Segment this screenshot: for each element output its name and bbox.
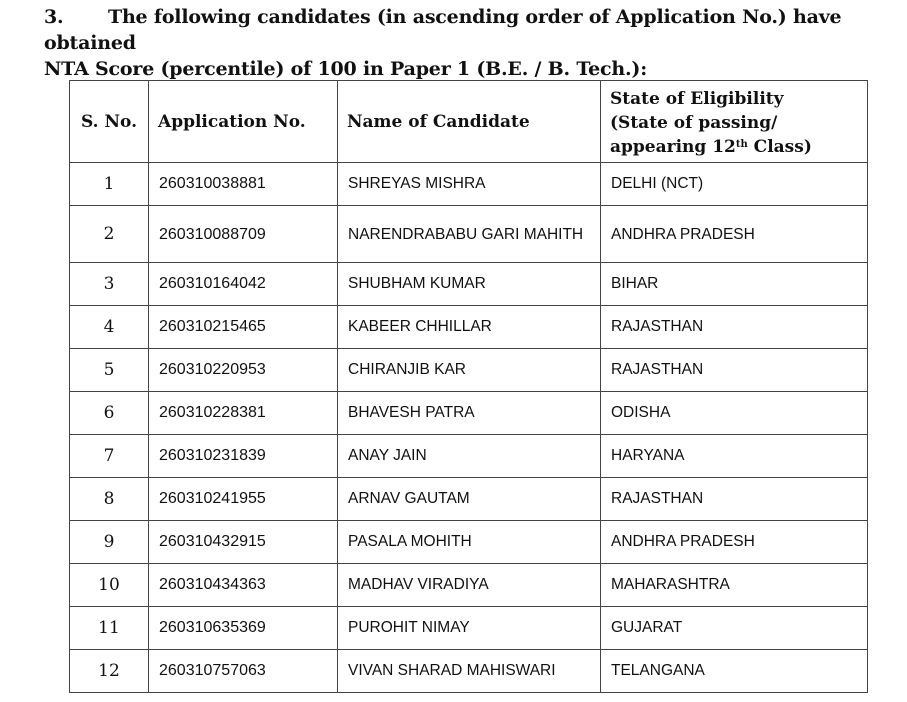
cell-candidate-name: PUROHIT NIMAY: [338, 607, 601, 650]
cell-sno: 12: [70, 650, 149, 693]
cell-sno: 1: [70, 163, 149, 206]
cell-sno: 5: [70, 349, 149, 392]
cell-state: DELHI (NCT): [601, 163, 868, 206]
cell-application-no: 260310228381: [149, 392, 338, 435]
header-state-superscript: th: [735, 138, 748, 150]
cell-application-no: 260310434363: [149, 564, 338, 607]
cell-state: RAJASTHAN: [601, 478, 868, 521]
header-application-no: Application No.: [149, 81, 338, 163]
table-header-row: [70, 81, 868, 163]
cell-sno: 10: [70, 564, 149, 607]
cell-candidate-name: SHUBHAM KUMAR: [338, 263, 601, 306]
cell-sno: 2: [70, 206, 149, 263]
cell-state: BIHAR: [601, 263, 868, 306]
table-row: [70, 163, 868, 206]
header-state-line-3-post: Class): [747, 136, 812, 157]
heading-text-1: The following candidates (in ascending order of Application No.) have obtained: [44, 6, 842, 54]
cell-sno: 3: [70, 263, 149, 306]
cell-application-no: 260310038881: [149, 163, 338, 206]
table-row: [70, 349, 868, 392]
heading-line-2: NTA Score (percentile) of 100 in Paper 1 (B.E. / B. Tech.):: [44, 58, 648, 80]
table-row: [70, 650, 868, 693]
table-row: [70, 306, 868, 349]
cell-candidate-name: MADHAV VIRADIYA: [338, 564, 601, 607]
cell-candidate-name: ARNAV GAUTAM: [338, 478, 601, 521]
table-row: [70, 521, 868, 564]
cell-state: GUJARAT: [601, 607, 868, 650]
header-state-line-1: State of Eligibility: [610, 88, 784, 109]
cell-sno: 6: [70, 392, 149, 435]
cell-application-no: 260310231839: [149, 435, 338, 478]
header-state-line-3-pre: appearing 12: [610, 136, 736, 157]
header-candidate-name: Name of Candidate: [338, 81, 601, 163]
cell-candidate-name: ANAY JAIN: [338, 435, 601, 478]
candidates-table: [69, 80, 868, 693]
cell-state: TELANGANA: [601, 650, 868, 693]
cell-state: RAJASTHAN: [601, 306, 868, 349]
header-state-of-eligibility: [601, 81, 868, 163]
table-row: [70, 564, 868, 607]
table-row: [70, 435, 868, 478]
cell-candidate-name: SHREYAS MISHRA: [338, 163, 601, 206]
cell-application-no: 260310241955: [149, 478, 338, 521]
cell-application-no: 260310432915: [149, 521, 338, 564]
cell-application-no: 260310635369: [149, 607, 338, 650]
header-sno: S. No.: [70, 81, 149, 163]
table-row: [70, 392, 868, 435]
cell-state: MAHARASHTRA: [601, 564, 868, 607]
cell-sno: 7: [70, 435, 149, 478]
cell-candidate-name: PASALA MOHITH: [338, 521, 601, 564]
cell-sno: 11: [70, 607, 149, 650]
section-heading: [44, 4, 894, 82]
table-row: [70, 478, 868, 521]
cell-application-no: 260310088709: [149, 206, 338, 263]
cell-application-no: 260310215465: [149, 306, 338, 349]
cell-application-no: 260310164042: [149, 263, 338, 306]
cell-sno: 4: [70, 306, 149, 349]
header-state-line-3: [610, 135, 858, 159]
cell-state: ANDHRA PRADESH: [601, 206, 868, 263]
cell-candidate-name: VIVAN SHARAD MAHISWARI: [338, 650, 601, 693]
section-number: 3.: [44, 6, 64, 28]
table-row: [70, 263, 868, 306]
table-row: [70, 607, 868, 650]
header-state-line-2: (State of passing/: [610, 112, 778, 133]
cell-candidate-name: KABEER CHHILLAR: [338, 306, 601, 349]
cell-state: ANDHRA PRADESH: [601, 521, 868, 564]
cell-candidate-name: BHAVESH PATRA: [338, 392, 601, 435]
cell-sno: 8: [70, 478, 149, 521]
heading-line-1: [44, 4, 894, 56]
cell-state: ODISHA: [601, 392, 868, 435]
cell-candidate-name: NARENDRABABU GARI MAHITH: [338, 206, 601, 263]
cell-application-no: 260310220953: [149, 349, 338, 392]
cell-application-no: 260310757063: [149, 650, 338, 693]
cell-candidate-name: CHIRANJIB KAR: [338, 349, 601, 392]
cell-state: RAJASTHAN: [601, 349, 868, 392]
cell-state: HARYANA: [601, 435, 868, 478]
cell-sno: 9: [70, 521, 149, 564]
table-row: [70, 206, 868, 263]
